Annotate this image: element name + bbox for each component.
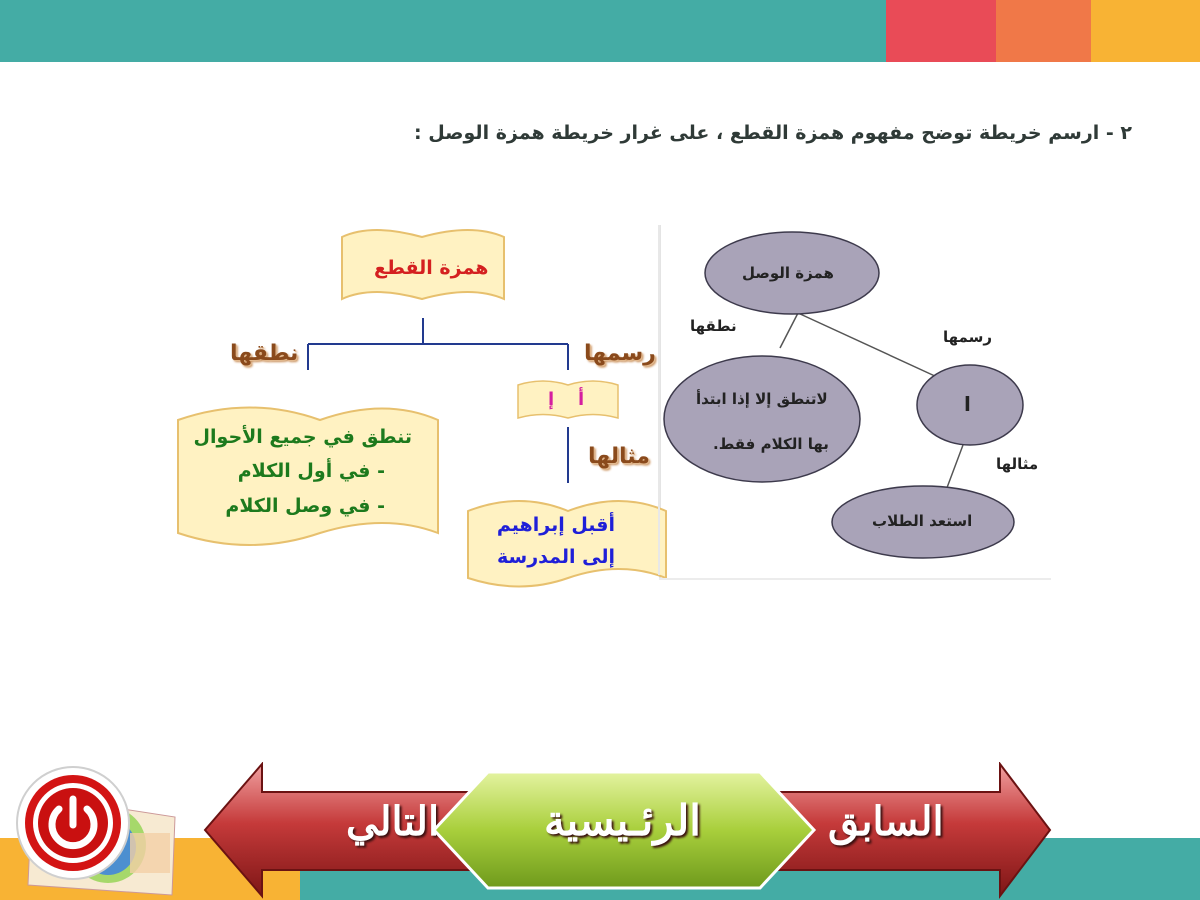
- left-branch-example: مثالها: [588, 444, 650, 469]
- next-button[interactable]: التالي: [346, 798, 440, 845]
- right-branch-pronunciation: نطقها: [690, 317, 737, 335]
- left-writing-form-2: إ: [548, 389, 555, 410]
- power-button[interactable]: [15, 765, 133, 883]
- right-map-title: همزة الوصل: [742, 264, 834, 282]
- right-writing-form: ا: [964, 392, 971, 416]
- previous-button[interactable]: السابق: [828, 798, 944, 845]
- left-pronunciation-line: - في أول الكلام: [237, 460, 385, 482]
- right-pronunciation-line: لاتنطق إلا إذا ابتدأ: [696, 390, 828, 408]
- left-map-title: همزة القطع: [374, 257, 489, 279]
- left-example-line: أقبل إبراهيم: [496, 514, 615, 536]
- left-writing-form-1: أ: [578, 389, 585, 410]
- left-pronunciation-line: تنطق في جميع الأحوال: [193, 426, 412, 448]
- right-branch-example: مثالها: [996, 455, 1039, 473]
- question-text: ٢ - ارسم خريطة توضح مفهوم همزة القطع ، على غرار خريطة همزة الوصل :: [413, 122, 1132, 144]
- left-branch-pronunciation: نطقها: [230, 341, 299, 366]
- left-example-line: إلى المدرسة: [497, 546, 615, 568]
- home-button[interactable]: الرئـيسية: [544, 796, 701, 845]
- right-branch-writing: رسمها: [943, 328, 992, 346]
- top-color-bar: [0, 0, 1200, 62]
- right-pronunciation-line: بها الكلام فقط.: [713, 435, 829, 453]
- left-pronunciation-line: - في وصل الكلام: [225, 495, 385, 517]
- left-branch-writing: رسمها: [584, 341, 656, 366]
- right-example: استعد الطلاب: [872, 512, 973, 530]
